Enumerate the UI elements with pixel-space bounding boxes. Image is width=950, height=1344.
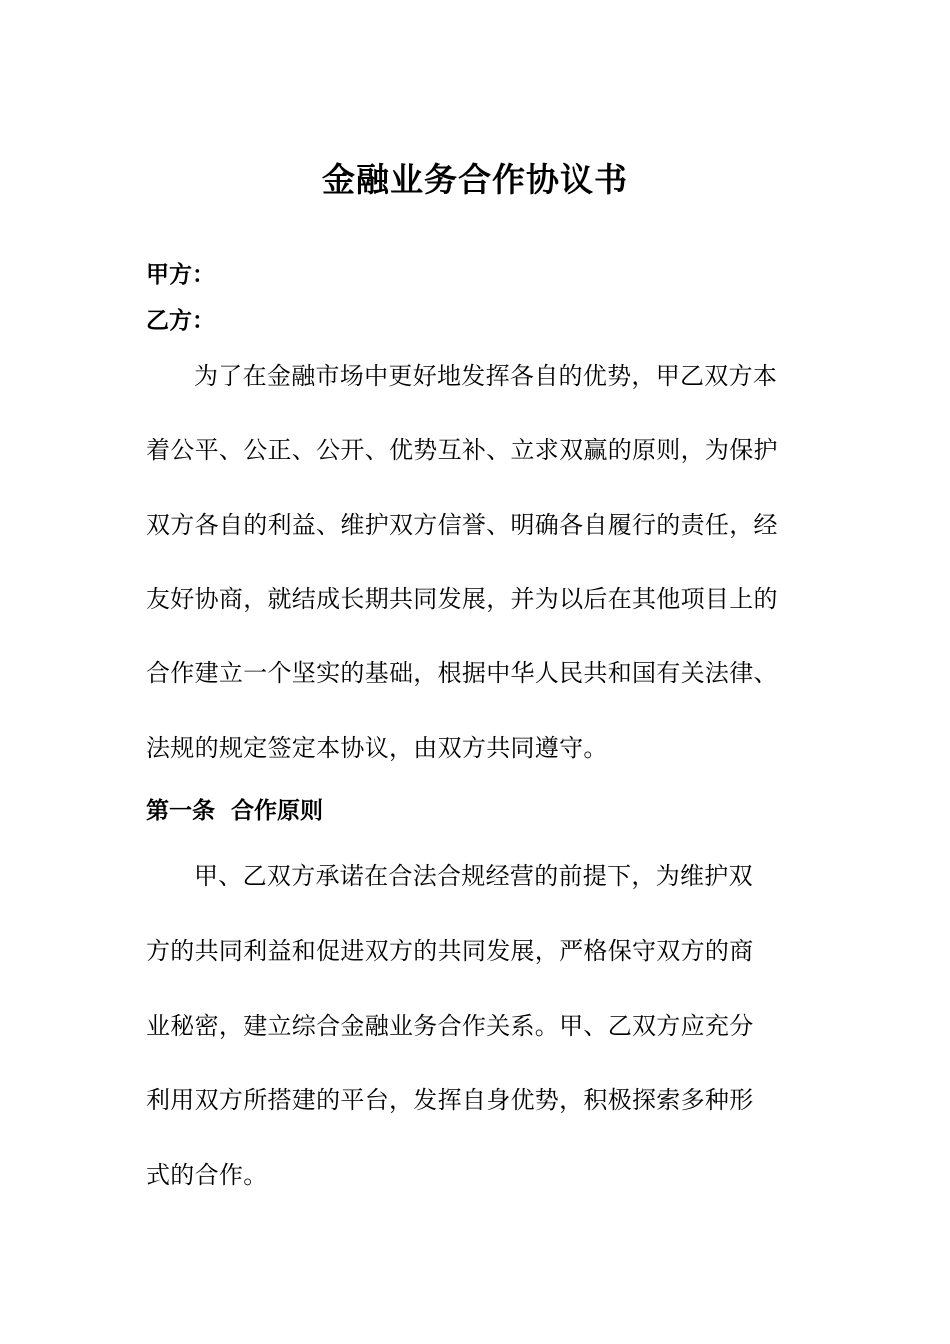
preamble-line: 为了在金融市场中更好地发挥各自的优势，甲乙双方本 (194, 362, 778, 390)
document-title: 金融业务合作协议书 (322, 160, 628, 199)
article-1-heading: 第一条 合作原则 (146, 798, 324, 824)
article-1-line: 式的合作。 (146, 1161, 268, 1189)
preamble-line: 双方各自的利益、维护双方信誉、明确各自履行的责任，经 (146, 511, 778, 539)
article-1-line: 方的共同利益和促进双方的共同发展，严格保守双方的商 (146, 937, 754, 965)
preamble-line: 法规的规定签定本协议，由双方共同遵守。 (146, 734, 608, 762)
preamble-line: 友好协商，就结成长期共同发展，并为以后在其他项目上的 (146, 585, 778, 613)
preamble-line: 合作建立一个坚实的基础，根据中华人民共和国有关法律、 (146, 659, 778, 687)
article-1-line: 利用双方所搭建的平台，发挥自身优势，积极探索多种形 (146, 1086, 754, 1114)
article-1-line: 甲、乙双方承诺在合法合规经营的前提下，为维护双 (194, 862, 753, 890)
party-a-label: 甲方： (146, 262, 215, 288)
preamble-line: 着公平、公正、公开、优势互补、立求双赢的原则，为保护 (146, 436, 778, 464)
party-b-label: 乙方： (146, 308, 215, 334)
article-1-line: 业秘密，建立综合金融业务合作关系。甲、乙双方应充分 (146, 1012, 754, 1040)
